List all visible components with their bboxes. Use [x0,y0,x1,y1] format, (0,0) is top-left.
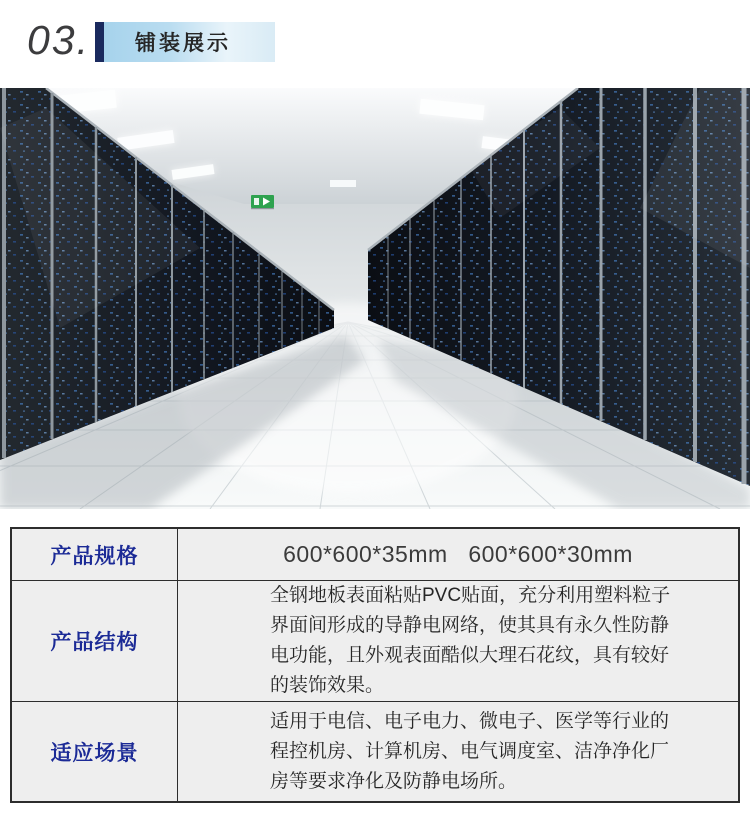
spec-value: 适用于电信、电子电力、微电子、医学等行业的程控机房、计算机房、电气调度室、洁净净化厂房等要求净化及防静电场所。 [270,710,670,792]
section-header [0,0,750,88]
accent-bar [95,22,104,62]
section-number: 03. [27,17,90,63]
ceiling-light [330,180,356,187]
spec-label: 产品结构 [50,631,139,654]
spec-value-cell [178,580,738,701]
spec-label: 适应场景 [50,741,139,765]
server-room-photo [0,88,750,509]
exit-sign-icon [251,195,274,209]
spec-value-cell [178,701,738,801]
spec-table [10,527,740,803]
section-title: 铺装展示 [135,32,231,55]
spec-value: 全钢地板表面粘贴PVC贴面，充分利用塑料粒子界面间形成的导静电网络，使其具有永久性防静电功能，且外观表面酷似大理石花纹，具有较好的装饰效果。 [270,585,671,696]
spec-label-cell [12,580,178,701]
server-room-scene [0,88,750,509]
spec-value: 600*600*35mm 600*600*30mm [283,541,633,567]
spec-value-cell [178,529,738,580]
spec-label-cell [12,701,178,801]
section-title-box [104,22,275,62]
spec-label-cell [12,529,178,580]
spec-label: 产品规格 [50,544,139,568]
